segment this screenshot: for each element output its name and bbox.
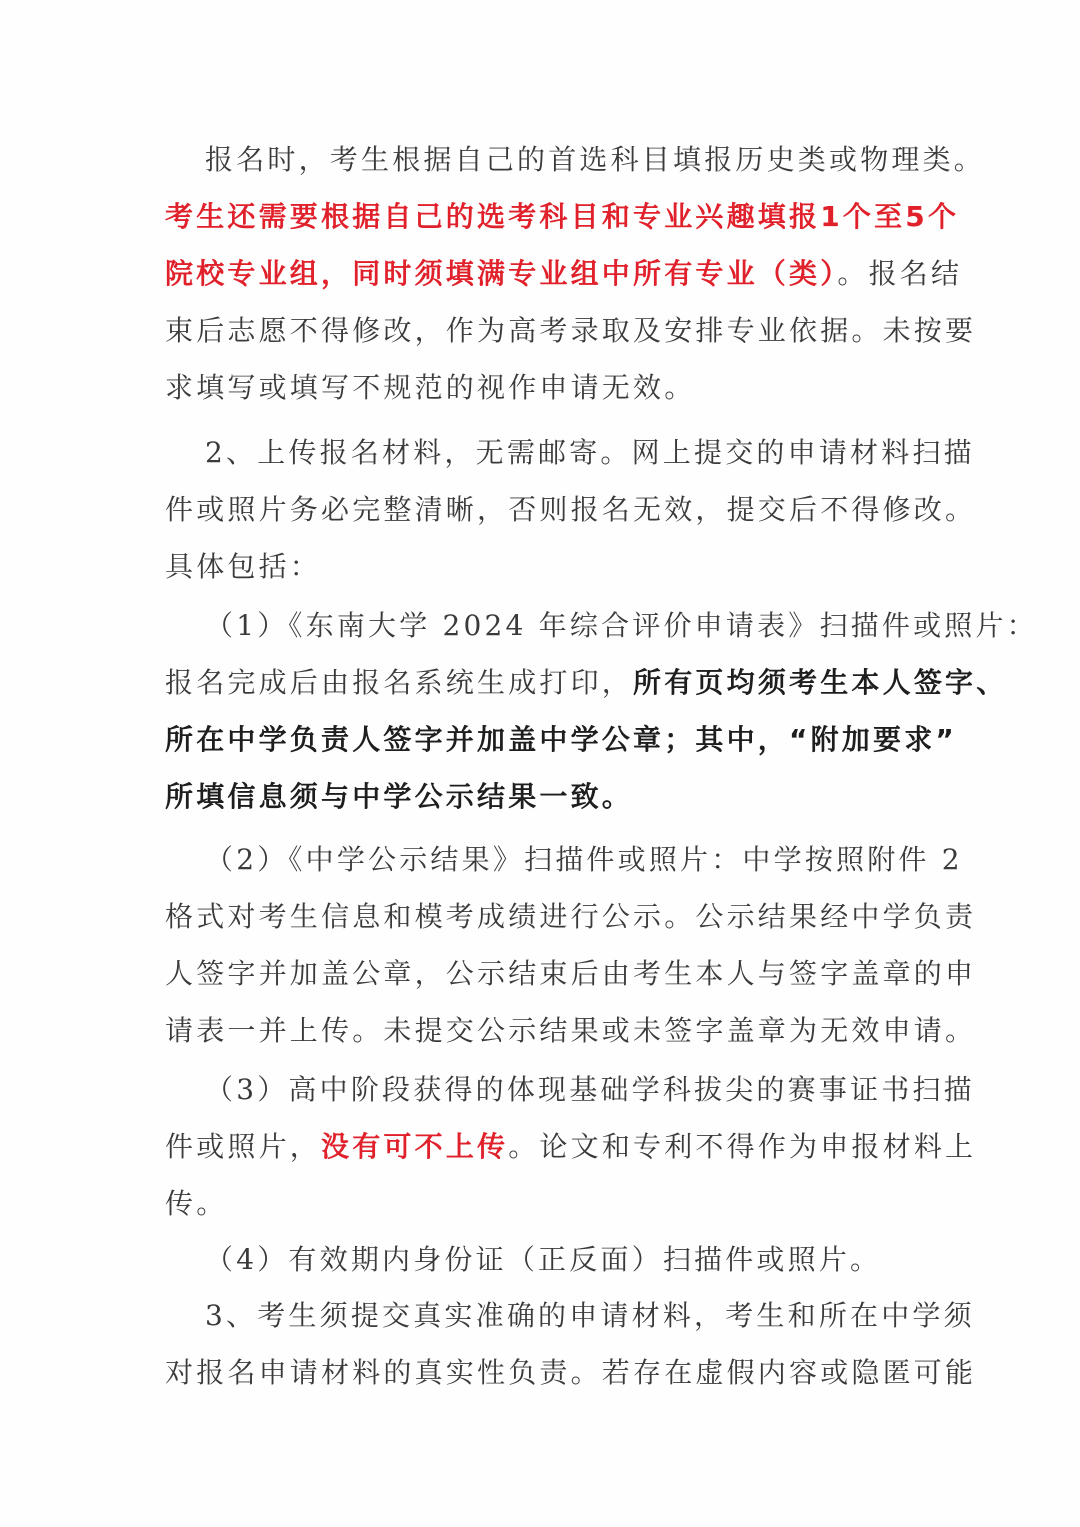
item-2-text: 具体包括：	[165, 550, 322, 583]
sub-2-line-1	[205, 840, 963, 880]
sub-3-red-emphasis: 没有可不上传	[321, 1130, 509, 1163]
intro-text: 。报名结	[837, 257, 963, 290]
sub-2-text: （2）《中学公示结果》扫描件或照片：中学按照附件 2	[205, 843, 963, 876]
sub-2-text: 格式对考生信息和模考成绩进行公示。公示结果经中学负责	[165, 900, 977, 933]
sub-2-line-3	[165, 954, 977, 994]
sub-1-bold-emphasis: 所填信息须与中学公示结果一致。	[165, 780, 634, 813]
item-2-text: 2、上传报名材料，无需邮寄。网上提交的申请材料扫描	[205, 436, 975, 469]
sub-3-text: 件或照片，	[165, 1130, 322, 1163]
item-3-text: 3、考生须提交真实准确的申请材料，考生和所在中学须	[205, 1299, 975, 1332]
sub-1-text: （1）《东南大学 2024 年综合评价申请表》扫描件或照片：	[205, 609, 1038, 642]
sub-1-bold-emphasis: 所有页均须考生本人签字、	[633, 666, 1008, 699]
sub-2-line-2	[165, 897, 977, 937]
intro-text: 束后志愿不得修改，作为高考录取及安排专业依据。未按要	[165, 314, 977, 347]
item-3-text: 对报名申请材料的真实性负责。若存在虚假内容或隐匿可能	[165, 1356, 977, 1389]
sub-1-line-4	[165, 777, 925, 817]
item-3-line-1	[205, 1296, 975, 1336]
sub-1-line-1	[205, 606, 1038, 646]
sub-3-text: 。论文和专利不得作为申报材料上	[508, 1130, 977, 1163]
intro-text: 求填写或填写不规范的视作申请无效。	[165, 371, 696, 404]
intro-red-emphasis: 考生还需要根据自己的选考科目和专业兴趣填报1个至5个	[165, 200, 960, 233]
intro-line-5	[165, 368, 925, 408]
item-3-line-2	[165, 1353, 977, 1393]
intro-line-2	[165, 197, 960, 237]
item-2-text: 件或照片务必完整清晰，否则报名无效，提交后不得修改。	[165, 493, 977, 526]
item-2-line-2	[165, 490, 977, 530]
sub-1-line-2	[165, 663, 1008, 703]
item-2-line-1	[205, 433, 975, 473]
intro-red-emphasis: 院校专业组，同时须填满专业组中所有专业（类）	[165, 257, 838, 290]
sub-4-text: （4）有效期内身份证（正反面）扫描件或照片。	[205, 1243, 882, 1276]
sub-3-text: 传。	[165, 1187, 228, 1220]
sub-4-line-1	[205, 1240, 925, 1280]
sub-3-line-3	[165, 1184, 925, 1224]
sub-3-line-1	[205, 1070, 975, 1110]
sub-2-text: 请表一并上传。未提交公示结果或未签字盖章为无效申请。	[165, 1014, 977, 1047]
sub-3-line-2	[165, 1127, 977, 1167]
intro-line-1	[205, 140, 986, 180]
intro-line-3	[165, 254, 963, 294]
intro-text: 报名时，考生根据自己的首选科目填报历史类或物理类。	[205, 143, 986, 176]
sub-2-text: 人签字并加盖公章，公示结束后由考生本人与签字盖章的申	[165, 957, 977, 990]
sub-1-line-3	[165, 720, 958, 760]
sub-3-text: （3）高中阶段获得的体现基础学科拔尖的赛事证书扫描	[205, 1073, 975, 1106]
intro-line-4	[165, 311, 977, 351]
sub-2-line-4	[165, 1011, 977, 1051]
item-2-line-3	[165, 547, 925, 587]
sub-1-text: 报名完成后由报名系统生成打印，	[165, 666, 634, 699]
sub-1-bold-emphasis: 所在中学负责人签字并加盖中学公章；其中，“附加要求”	[165, 723, 958, 756]
